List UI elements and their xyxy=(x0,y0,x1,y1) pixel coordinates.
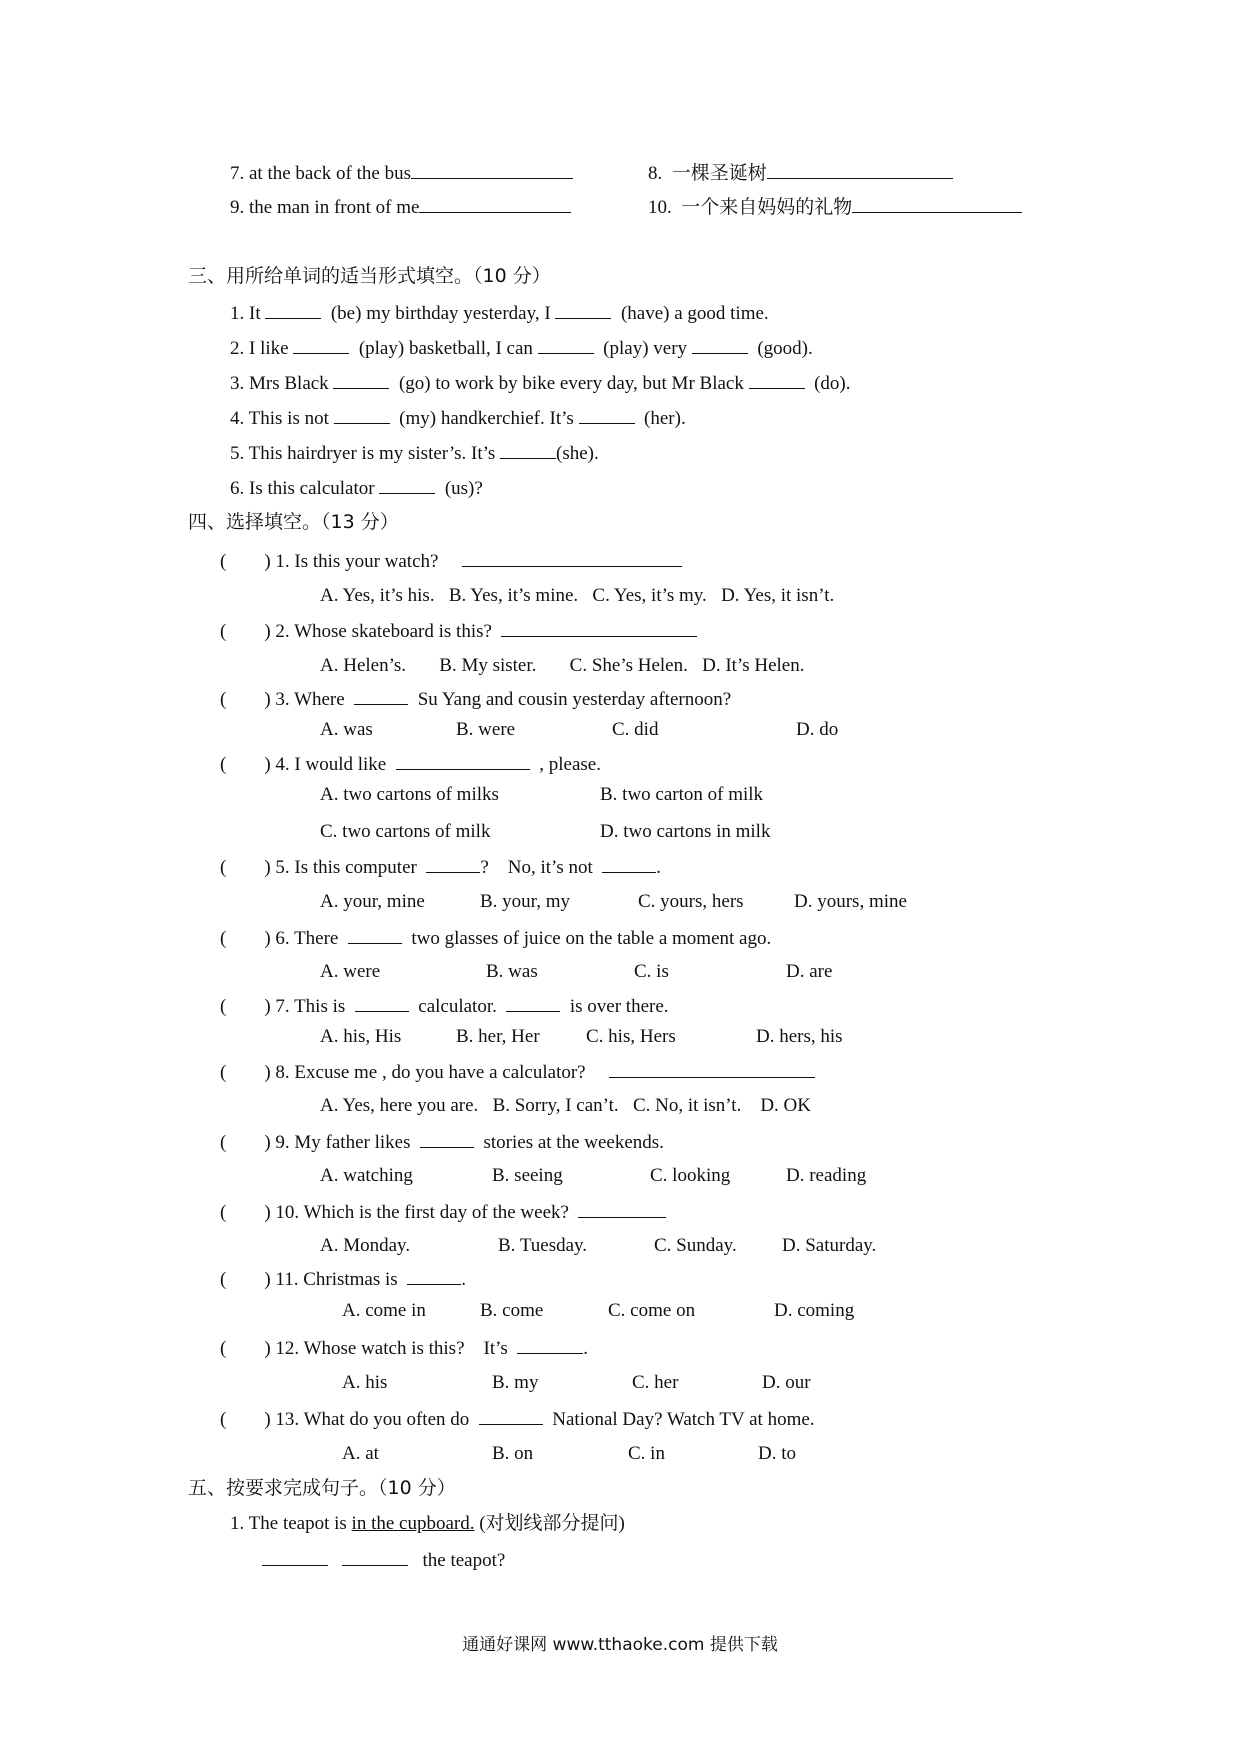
answer-paren-close: ) xyxy=(264,996,271,1017)
answer-paren-close: ) xyxy=(264,1202,271,1223)
s4-q5 xyxy=(220,854,661,880)
q7-blank[interactable] xyxy=(411,160,573,179)
answer-paren-open[interactable]: ( xyxy=(220,754,227,775)
answer-paren-open[interactable]: ( xyxy=(220,621,227,642)
s5-q1-answer xyxy=(262,1547,505,1573)
s4-q4-options-row2 xyxy=(320,820,770,844)
option-b[interactable]: B. on xyxy=(492,1443,534,1464)
answer-paren-close: ) xyxy=(264,754,271,775)
s4-q3 xyxy=(220,686,731,712)
s4-q1-text: 1. Is this your watch? xyxy=(275,551,439,572)
answer-paren-open[interactable]: ( xyxy=(220,1202,227,1223)
option-b[interactable]: B. Yes, it’s mine. xyxy=(448,585,579,606)
option-a[interactable]: A. come in xyxy=(342,1300,426,1321)
option-a[interactable]: A. Monday. xyxy=(320,1235,411,1256)
answer-paren-open[interactable]: ( xyxy=(220,689,227,710)
s4-q1-options xyxy=(320,584,834,608)
answer-paren-open[interactable]: ( xyxy=(220,1409,227,1430)
answer-paren-open[interactable]: ( xyxy=(220,996,227,1017)
option-c[interactable]: C. his, Hers xyxy=(586,1026,676,1047)
s4-q9 xyxy=(220,1129,664,1155)
answer-paren-close: ) xyxy=(264,551,271,572)
option-c[interactable]: C. Sunday. xyxy=(654,1235,737,1256)
s5-q1-tail: the teapot? xyxy=(422,1550,506,1571)
option-b[interactable]: B. Tuesday. xyxy=(498,1235,588,1256)
s4-q9-blank[interactable] xyxy=(420,1129,474,1148)
s4-q3-pre: 3. Where xyxy=(275,689,345,710)
s4-q4-post: , please. xyxy=(539,754,601,775)
s4-q5-blank1[interactable] xyxy=(426,854,480,873)
q8-text: 8. 一棵圣诞树 xyxy=(648,163,767,184)
option-d[interactable]: D. It’s Helen. xyxy=(702,655,805,676)
s4-q6-pre: 6. There xyxy=(275,928,339,949)
option-c[interactable]: C. in xyxy=(628,1443,665,1464)
option-d[interactable]: D. yours, mine xyxy=(794,891,907,912)
option-a[interactable]: A. was xyxy=(320,719,373,740)
s4-q11-options xyxy=(342,1299,854,1323)
s5-q1-note: (对划线部分提问) xyxy=(474,1513,625,1534)
s3-3-blank1[interactable] xyxy=(333,370,389,389)
option-b[interactable]: B. my xyxy=(492,1372,539,1393)
q8-line xyxy=(648,160,953,186)
option-b[interactable]: B. two carton of milk xyxy=(600,784,764,805)
s4-q8-text: 8. Excuse me , do you have a calculator? xyxy=(275,1062,586,1083)
s4-q4-blank[interactable] xyxy=(396,751,530,770)
s3-3-b: (go) to work by bike every day, but Mr Black xyxy=(398,373,744,394)
answer-paren-open[interactable]: ( xyxy=(220,1338,227,1359)
option-b[interactable]: B. were xyxy=(456,719,516,740)
s4-q2-blank[interactable] xyxy=(501,618,697,637)
s5-q1-blank2[interactable] xyxy=(342,1547,408,1566)
s4-q10-options xyxy=(320,1234,876,1258)
s3-3-c: (do). xyxy=(814,373,851,394)
s4-q8-blank[interactable] xyxy=(609,1059,815,1078)
q9-line xyxy=(230,194,571,220)
s3-6-a: 6. Is this calculator xyxy=(230,478,375,499)
s4-q2-text: 2. Whose skateboard is this? xyxy=(275,621,492,642)
s4-q3-options xyxy=(320,718,838,742)
q10-blank[interactable] xyxy=(852,194,1022,213)
s3-2-c: (play) very xyxy=(603,338,688,359)
option-a[interactable]: A. at xyxy=(342,1443,379,1464)
s3-5-b: (she). xyxy=(556,443,599,464)
s4-q12-blank[interactable] xyxy=(517,1335,583,1354)
option-a[interactable]: A. Yes, it’s his. xyxy=(320,585,435,606)
option-c[interactable]: C. She’s Helen. xyxy=(569,655,688,676)
s3-4-blank2[interactable] xyxy=(579,405,635,424)
q7-line xyxy=(230,160,573,186)
option-a[interactable]: A. his xyxy=(342,1372,388,1393)
option-c[interactable]: C. her xyxy=(632,1372,679,1393)
option-b[interactable]: B. was xyxy=(486,961,538,982)
s4-q7-options xyxy=(320,1025,843,1049)
s5-q1-pre: 1. The teapot is xyxy=(230,1513,352,1534)
option-c[interactable]: C. did xyxy=(612,719,659,740)
option-d[interactable]: D. to xyxy=(758,1443,796,1464)
s3-1-b: (be) my birthday yesterday, I xyxy=(330,303,551,324)
s3-2-d: (good). xyxy=(757,338,813,359)
answer-paren-open[interactable]: ( xyxy=(220,1132,227,1153)
s4-q8 xyxy=(220,1059,815,1085)
answer-paren-close: ) xyxy=(264,1338,271,1359)
option-a[interactable]: A. your, mine xyxy=(320,891,425,912)
s4-q7-pre: 7. This is xyxy=(275,996,346,1017)
s4-q11-post: . xyxy=(461,1269,466,1290)
s3-item-1 xyxy=(230,300,769,326)
s4-q13-options xyxy=(342,1442,796,1466)
option-b[interactable]: B. come xyxy=(480,1300,544,1321)
q10-text: 10. 一个来自妈妈的礼物 xyxy=(648,197,853,218)
s3-6-b: (us)? xyxy=(444,478,483,499)
s4-q5-mid: ? No, it’s not xyxy=(480,857,593,878)
s4-q4-options-row1 xyxy=(320,783,763,807)
option-d[interactable]: D. reading xyxy=(786,1165,867,1186)
option-a[interactable]: A. Yes, here you are. xyxy=(320,1095,479,1116)
s4-q3-post: Su Yang and cousin yesterday afternoon? xyxy=(417,689,732,710)
s3-1-blank1[interactable] xyxy=(265,300,321,319)
s4-q13-post: National Day? Watch TV at home. xyxy=(552,1409,815,1430)
answer-paren-close: ) xyxy=(264,857,271,878)
s4-q5-blank2[interactable] xyxy=(602,854,656,873)
s4-q12-post: . xyxy=(583,1338,589,1359)
option-d[interactable]: D. Saturday. xyxy=(782,1235,877,1256)
s4-q12 xyxy=(220,1335,588,1361)
s3-1-a: 1. It xyxy=(230,303,261,324)
s3-2-b: (play) basketball, I can xyxy=(358,338,533,359)
s3-1-c: (have) a good time. xyxy=(620,303,769,324)
s4-q9-options xyxy=(320,1164,866,1188)
option-b[interactable]: B. My sister. xyxy=(439,655,537,676)
s4-q3-blank[interactable] xyxy=(354,686,408,705)
s3-2-blank1[interactable] xyxy=(293,335,349,354)
option-c[interactable]: C. Yes, it’s my. xyxy=(592,585,707,606)
q10-line xyxy=(648,194,1022,220)
option-c[interactable]: C. come on xyxy=(608,1300,696,1321)
s5-q1 xyxy=(230,1512,625,1536)
s3-2-blank2[interactable] xyxy=(538,335,594,354)
option-d[interactable]: D. are xyxy=(786,961,833,982)
s4-q12-pre: 12. Whose watch is this? It’s xyxy=(275,1338,508,1359)
s4-q4-pre: 4. I would like xyxy=(275,754,387,775)
s3-5-a: 5. This hairdryer is my sister’s. It’s xyxy=(230,443,496,464)
s4-q6 xyxy=(220,925,771,951)
option-b[interactable]: B. seeing xyxy=(492,1165,563,1186)
option-a[interactable]: A. watching xyxy=(320,1165,413,1186)
q7-text: 7. at the back of the bus xyxy=(230,163,411,184)
s4-q7-blank2[interactable] xyxy=(506,993,560,1012)
s3-3-blank2[interactable] xyxy=(749,370,805,389)
s3-4-blank1[interactable] xyxy=(334,405,390,424)
s4-q7-blank1[interactable] xyxy=(355,993,409,1012)
s4-q11 xyxy=(220,1266,466,1292)
s4-q10-text: 10. Which is the first day of the week? xyxy=(275,1202,569,1223)
option-d[interactable]: D. OK xyxy=(760,1095,811,1116)
s4-q5-options xyxy=(320,890,907,914)
s4-q6-post: two glasses of juice on the table a moment ago. xyxy=(411,928,772,949)
answer-paren-close: ) xyxy=(264,1409,271,1430)
s4-q5-pre: 5. Is this computer xyxy=(275,857,417,878)
option-d[interactable]: D. Yes, it isn’t. xyxy=(721,585,835,606)
option-c[interactable]: C. is xyxy=(634,961,669,982)
s4-q12-options xyxy=(342,1371,811,1395)
s3-4-b: (my) handkerchief. It’s xyxy=(399,408,574,429)
option-a[interactable]: A. Helen’s. xyxy=(320,655,407,676)
option-c[interactable]: C. two cartons of milk xyxy=(320,821,491,842)
option-d[interactable]: D. coming xyxy=(774,1300,855,1321)
q9-blank[interactable] xyxy=(419,194,571,213)
s4-q10 xyxy=(220,1199,666,1225)
s4-q7-post: is over there. xyxy=(569,996,669,1017)
s4-q2 xyxy=(220,618,697,644)
answer-paren-close: ) xyxy=(264,1062,271,1083)
page-footer: 通通好课网 www.tthaoke.com 提供下载 xyxy=(462,1635,778,1655)
s4-q1-blank[interactable] xyxy=(462,548,682,567)
s4-q9-post: stories at the weekends. xyxy=(483,1132,664,1153)
option-d[interactable]: D. do xyxy=(796,719,839,740)
s4-q11-pre: 11. Christmas is xyxy=(275,1269,398,1290)
option-d[interactable]: D. two cartons in milk xyxy=(600,821,771,842)
s4-q1 xyxy=(220,548,682,574)
option-b[interactable]: B. your, my xyxy=(480,891,571,912)
s4-q5-post: . xyxy=(656,857,662,878)
s3-4-c: (her). xyxy=(644,408,686,429)
section3-heading: 三、用所给单词的适当形式填空。（10 分） xyxy=(188,265,551,287)
answer-paren-open[interactable]: ( xyxy=(220,1269,227,1290)
s4-q6-options xyxy=(320,960,832,984)
s3-2-blank3[interactable] xyxy=(692,335,748,354)
option-a[interactable]: A. were xyxy=(320,961,381,982)
answer-paren-close: ) xyxy=(264,1132,271,1153)
s3-2-a: 2. I like xyxy=(230,338,289,359)
option-c[interactable]: C. No, it isn’t. xyxy=(632,1095,742,1116)
option-c[interactable]: C. yours, hers xyxy=(638,891,744,912)
s4-q8-options xyxy=(320,1094,811,1118)
option-a[interactable]: A. his, His xyxy=(320,1026,402,1047)
option-b[interactable]: B. Sorry, I can’t. xyxy=(492,1095,619,1116)
s3-item-2 xyxy=(230,335,813,361)
section4-heading: 四、选择填空。（13 分） xyxy=(188,511,399,533)
option-b[interactable]: B. her, Her xyxy=(456,1026,540,1047)
option-a[interactable]: A. two cartons of milks xyxy=(320,784,499,805)
s3-6-blank1[interactable] xyxy=(379,475,435,494)
s3-1-blank2[interactable] xyxy=(555,300,611,319)
s3-item-6 xyxy=(230,475,483,501)
s3-item-5 xyxy=(230,440,599,466)
s5-q1-underlined: in the cupboard. xyxy=(351,1513,475,1534)
answer-paren-close: ) xyxy=(264,1269,271,1290)
q8-blank[interactable] xyxy=(767,160,953,179)
option-c[interactable]: C. looking xyxy=(650,1165,731,1186)
s4-q7-mid: calculator. xyxy=(418,996,497,1017)
section5-heading: 五、按要求完成句子。（10 分） xyxy=(188,1477,456,1499)
s4-q9-pre: 9. My father likes xyxy=(275,1132,411,1153)
s4-q6-blank[interactable] xyxy=(348,925,402,944)
s4-q4 xyxy=(220,751,601,777)
option-d[interactable]: D. hers, his xyxy=(756,1026,843,1047)
s3-4-a: 4. This is not xyxy=(230,408,329,429)
s5-q1-blank1[interactable] xyxy=(262,1547,328,1566)
s4-q11-blank[interactable] xyxy=(407,1266,461,1285)
s4-q7 xyxy=(220,993,669,1019)
answer-paren-open[interactable]: ( xyxy=(220,928,227,949)
s3-3-a: 3. Mrs Black xyxy=(230,373,329,394)
s3-5-blank1[interactable] xyxy=(500,440,556,459)
answer-paren-close: ) xyxy=(264,928,271,949)
s3-item-3 xyxy=(230,370,851,396)
q9-text: 9. the man in front of me xyxy=(230,197,420,218)
s4-q13 xyxy=(220,1406,815,1432)
s4-q13-blank[interactable] xyxy=(479,1406,543,1425)
s4-q13-pre: 13. What do you often do xyxy=(275,1409,470,1430)
answer-paren-open[interactable]: ( xyxy=(220,551,227,572)
option-d[interactable]: D. our xyxy=(762,1372,811,1393)
answer-paren-open[interactable]: ( xyxy=(220,1062,227,1083)
answer-paren-close: ) xyxy=(264,689,271,710)
s4-q2-options xyxy=(320,654,804,678)
s4-q10-blank[interactable] xyxy=(578,1199,666,1218)
s3-item-4 xyxy=(230,405,686,431)
answer-paren-open[interactable]: ( xyxy=(220,857,227,878)
answer-paren-close: ) xyxy=(264,621,271,642)
